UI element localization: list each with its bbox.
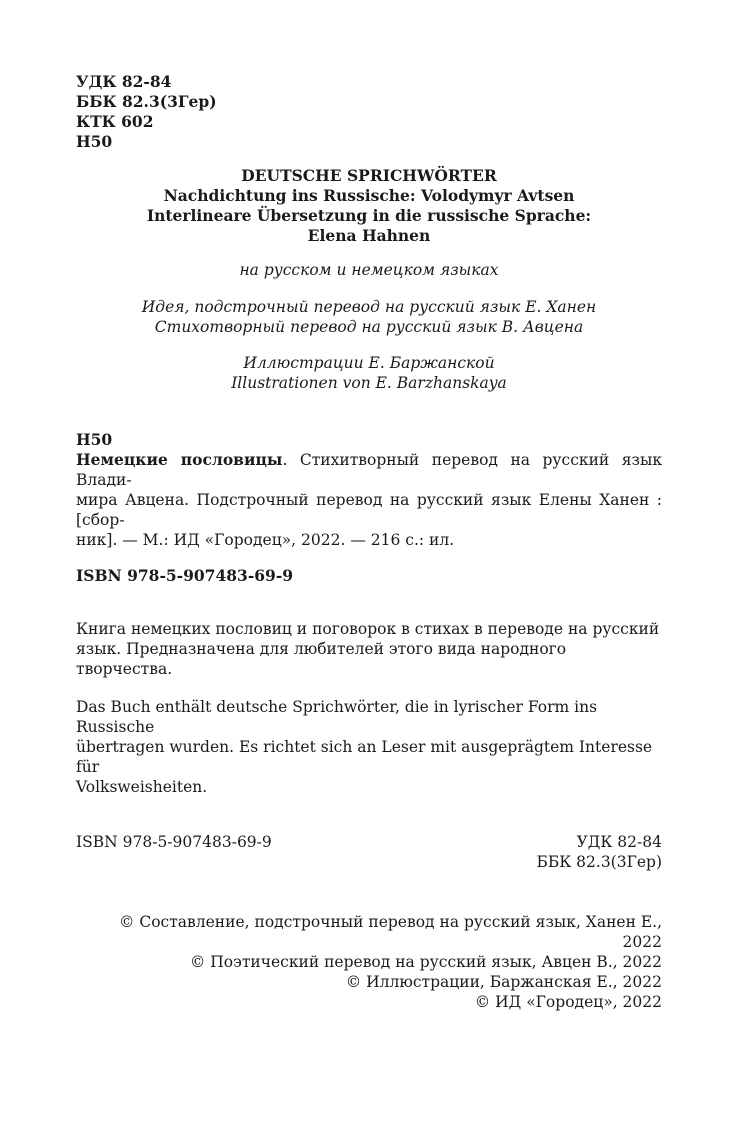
author-sign: Н50	[76, 132, 113, 151]
abstract-line: язык. Предназначена для любителей этого вида народного творчества.	[76, 640, 567, 678]
title-line: Nachdichtung ins Russische: Volodymyr Avtsen	[163, 186, 575, 205]
bbk-code: ББК 82.3(3Гер)	[76, 92, 217, 111]
translation-credits	[76, 297, 662, 337]
abstract-line: Volksweisheiten.	[76, 778, 208, 796]
copyright-notices	[76, 912, 662, 1012]
copyright-line: © Иллюстрации, Баржанская Е., 2022	[345, 973, 662, 991]
biblio-text-line: ник]. — М.: ИД «Городец», 2022. — 216 с.: ил.	[76, 531, 455, 549]
copyright-line: © ИД «Городец», 2022	[474, 993, 662, 1011]
abstract-line: Книга немецких пословиц и поговорок в стихах в переводе на русский	[76, 620, 660, 638]
abstract-german	[76, 697, 662, 797]
copyright-line: © Составление, подстрочный перевод на русский язык, Ханен Е., 2022	[118, 913, 662, 951]
footer-isbn: ISBN 978-5-907483-69-9	[76, 833, 272, 851]
udk-code: УДК 82-84	[76, 72, 172, 91]
footer-codes	[76, 832, 662, 872]
title-line: Elena Hahnen	[307, 226, 431, 245]
book-title: DEUTSCHE SPRICHWÖRTER	[241, 166, 497, 185]
footer-udk: УДК 82-84	[576, 833, 662, 851]
bibliographic-record	[76, 430, 662, 586]
credit-line: Иллюстрации Е. Баржанской	[243, 354, 495, 372]
abstract-line: Das Buch enthält deutsche Sprichwörter, die in lyrischer Form ins Russische	[76, 698, 598, 736]
title-line: Interlineare Übersetzung in die russische Sprache:	[146, 206, 592, 225]
footer-bbk: ББК 82.3(3Гер)	[536, 853, 662, 871]
abstract-line: übertragen wurden. Es richtet sich an Leser mit ausgeprägtem Interesse für	[76, 738, 653, 776]
biblio-text-line: . Стихитворный перевод на русский язык Влади-	[76, 451, 663, 489]
isbn: ISBN 978-5-907483-69-9	[76, 566, 294, 585]
credit-line: Идея, подстрочный перевод на русский язык Е. Ханен	[141, 298, 597, 316]
german-title-block	[76, 166, 662, 246]
languages-note: на русском и немецком языках	[239, 261, 499, 279]
footer-classification	[536, 832, 662, 872]
credit-line: Стихотворный перевод на русский язык В. Авцена	[154, 318, 584, 336]
credit-line: Illustrationen von E. Barzhanskaya	[231, 374, 507, 392]
biblio-code: Н50	[76, 430, 113, 449]
biblio-title: Немецкие пословицы	[76, 450, 283, 469]
ktk-code: КТК 602	[76, 112, 154, 131]
biblio-text-line: мира Авцена. Подстрочный перевод на русский язык Елены Ханен : [сбор-	[76, 491, 662, 529]
abstract-russian	[76, 619, 662, 679]
imprint-page	[76, 72, 663, 1011]
classification-codes	[76, 72, 662, 152]
copyright-line: © Поэтический перевод на русский язык, Авцен В., 2022	[189, 953, 662, 971]
biblio-description	[76, 450, 662, 550]
illustration-credits	[76, 353, 662, 393]
